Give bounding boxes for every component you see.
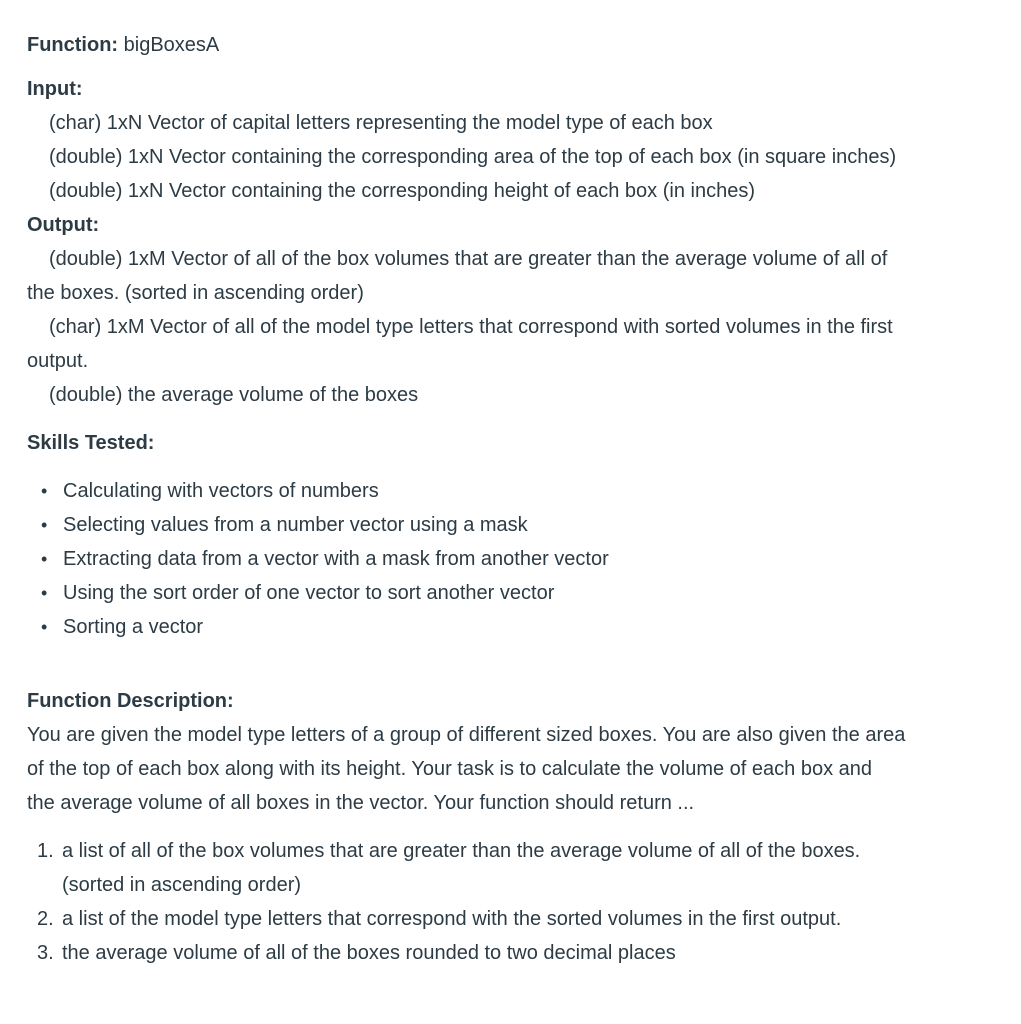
skill-item: • Extracting data from a vector with a mask from another vector	[41, 542, 1011, 576]
bullet-icon: •	[41, 583, 48, 603]
output-item: (double) the average volume of the boxes	[49, 384, 419, 406]
bullet-icon: •	[41, 515, 48, 535]
list-number: 2.	[37, 908, 54, 930]
list-number: 1.	[37, 840, 54, 862]
list-number: 3.	[37, 942, 54, 964]
skills-heading: Skills Tested:	[27, 432, 155, 454]
input-item: (char) 1xN Vector of capital letters representing the model type of each box	[49, 112, 713, 134]
output-heading: Output:	[27, 214, 100, 236]
skill-item: • Selecting values from a number vector using a mask	[41, 508, 1011, 542]
output-item-continued: output.	[27, 350, 89, 372]
return-item: 2. a list of the model type letters that correspond with the sorted volumes in the first output.	[37, 902, 1011, 936]
description-line: the average volume of all boxes in the vector. Your function should return ...	[27, 792, 695, 814]
function-name: bigBoxesA	[118, 34, 220, 56]
input-heading: Input:	[27, 78, 83, 100]
skills-list	[27, 474, 1011, 644]
input-item: (double) 1xN Vector containing the corresponding height of each box (in inches)	[49, 180, 755, 202]
return-item: 3. the average volume of all of the boxes rounded to two decimal places	[37, 936, 1011, 970]
input-item: (double) 1xN Vector containing the corresponding area of the top of each box (in square inches)	[49, 146, 897, 168]
bullet-icon: •	[41, 481, 48, 501]
description-line: of the top of each box along with its height. Your task is to calculate the volume of each box and	[27, 758, 872, 780]
bullet-icon: •	[41, 549, 48, 569]
output-item: (char) 1xM Vector of all of the model type letters that correspond with sorted volumes in the first	[49, 316, 893, 338]
bullet-icon: •	[41, 617, 48, 637]
function-label: Function:	[27, 34, 119, 56]
description-line: You are given the model type letters of a group of different sized boxes. You are also given the area	[27, 724, 906, 746]
output-item: (double) 1xM Vector of all of the box volumes that are greater than the average volume of all of	[49, 248, 888, 270]
return-item: 1. a list of all of the box volumes that are greater than the average volume of all of the boxes. (sorted in ascending order)	[37, 834, 1011, 902]
description-heading: Function Description:	[27, 690, 234, 712]
returns-list	[27, 834, 1011, 970]
skill-item: • Using the sort order of one vector to sort another vector	[41, 576, 1011, 610]
skill-item: • Calculating with vectors of numbers	[41, 474, 1011, 508]
skill-item: • Sorting a vector	[41, 610, 1011, 644]
function-header	[27, 28, 1011, 62]
output-item-continued: the boxes. (sorted in ascending order)	[27, 282, 364, 304]
